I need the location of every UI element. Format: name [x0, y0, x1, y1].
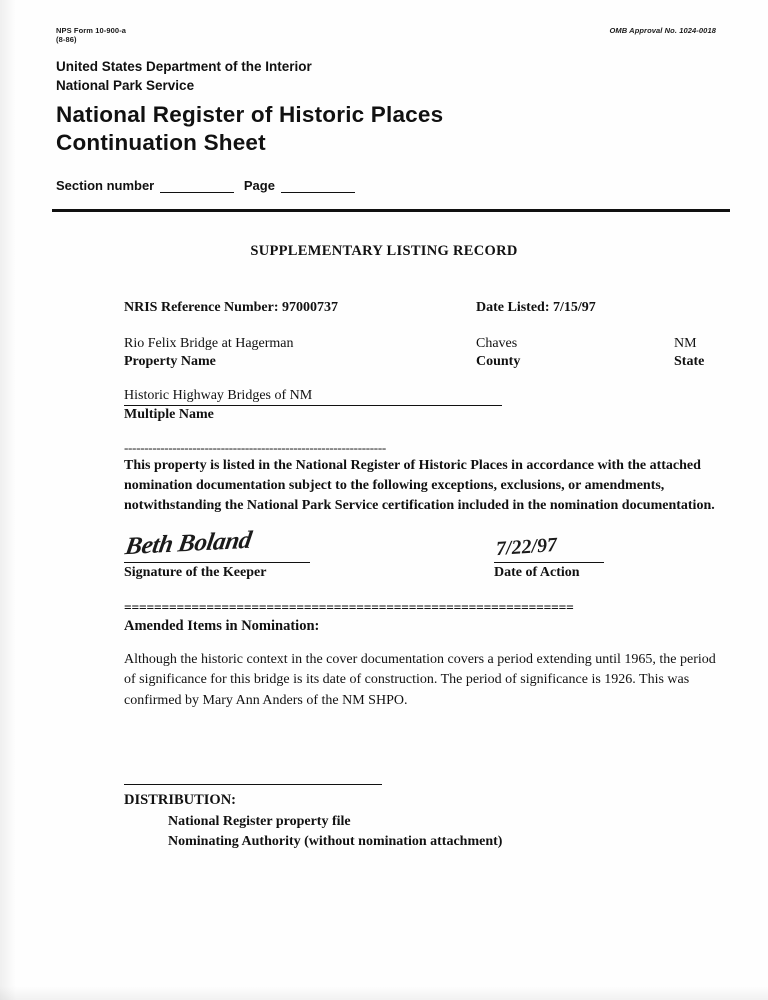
page-title-line-1: National Register of Historic Places — [56, 102, 444, 127]
page-title-line-2: Continuation Sheet — [56, 130, 266, 156]
signature-of-the-keeper-label: Signature of the Keeper — [124, 565, 267, 580]
section-page-row — [56, 178, 355, 193]
agency-heading — [56, 58, 312, 95]
page-number-field[interactable] — [281, 192, 355, 193]
date-of-action-underline — [494, 562, 604, 563]
section-number-field[interactable] — [160, 192, 234, 193]
form-number-line2: (8-86) — [56, 35, 77, 45]
scan-edge-bottom — [0, 986, 768, 1000]
header-divider — [52, 209, 730, 212]
page-number-label: Page — [243, 178, 275, 193]
omb-approval: OMB Approval No. 1024-0018 — [609, 26, 716, 35]
form-number — [56, 26, 126, 45]
state-label: State — [674, 354, 705, 369]
page-title — [56, 101, 443, 157]
amended-items-text: Although the historic context in the cover documentation covers a period extending until 1965, the period of significance for this bridge is its date of construction. The period of significance is 1926. This was confirmed by Mary Ann Anders of the NM SHPO. — [124, 652, 716, 708]
section-number-label: Section number — [56, 178, 155, 193]
date-of-action-label: Date of Action — [494, 565, 580, 580]
keeper-signature: Beth Boland — [123, 526, 254, 561]
distribution-label: DISTRIBUTION: — [124, 792, 236, 808]
agency-line-2: National Park Service — [56, 77, 195, 93]
property-name-label: Property Name — [124, 354, 216, 369]
form-meta — [56, 26, 716, 45]
nris-reference-number: NRIS Reference Number: 97000737 — [124, 300, 338, 315]
county-value: Chaves — [476, 336, 518, 351]
signature-underline — [124, 562, 310, 563]
date-listed: Date Listed: 7/15/97 — [476, 300, 596, 315]
distribution-divider — [124, 784, 382, 785]
distribution-list — [168, 812, 502, 852]
multiple-name-label: Multiple Name — [124, 407, 214, 422]
list-item: Nominating Authority (without nomination attachment) — [168, 833, 503, 849]
equals-divider: ============================================================ — [124, 600, 574, 615]
property-name-value: Rio Felix Bridge at Hagerman — [124, 336, 294, 351]
date-of-action-handwritten: 7/22/97 — [495, 533, 558, 561]
list-item: National Register property file — [168, 814, 351, 829]
supplementary-listing-record-heading: SUPPLEMENTARY LISTING RECORD — [250, 243, 518, 259]
state-value: NM — [674, 336, 697, 351]
listing-statement-paragraph: This property is listed in the National Register of Historic Places in accordance with the attached nomination documentation subject to the following exceptions, exclusions, or amendments, notwithstanding the National Park Service certification included in the nomination documentation. — [124, 458, 715, 514]
multiple-name-value: Historic Highway Bridges of NM — [124, 388, 502, 406]
dashed-divider: ----------------------------------------------------------------- — [124, 440, 386, 455]
county-label: County — [476, 354, 521, 369]
agency-line-1: United States Department of the Interior — [56, 59, 312, 74]
amended-items-label: Amended Items in Nomination: — [124, 618, 320, 634]
scan-edge-left — [0, 0, 16, 1000]
form-number-line1: NPS Form 10-900-a — [56, 26, 127, 35]
